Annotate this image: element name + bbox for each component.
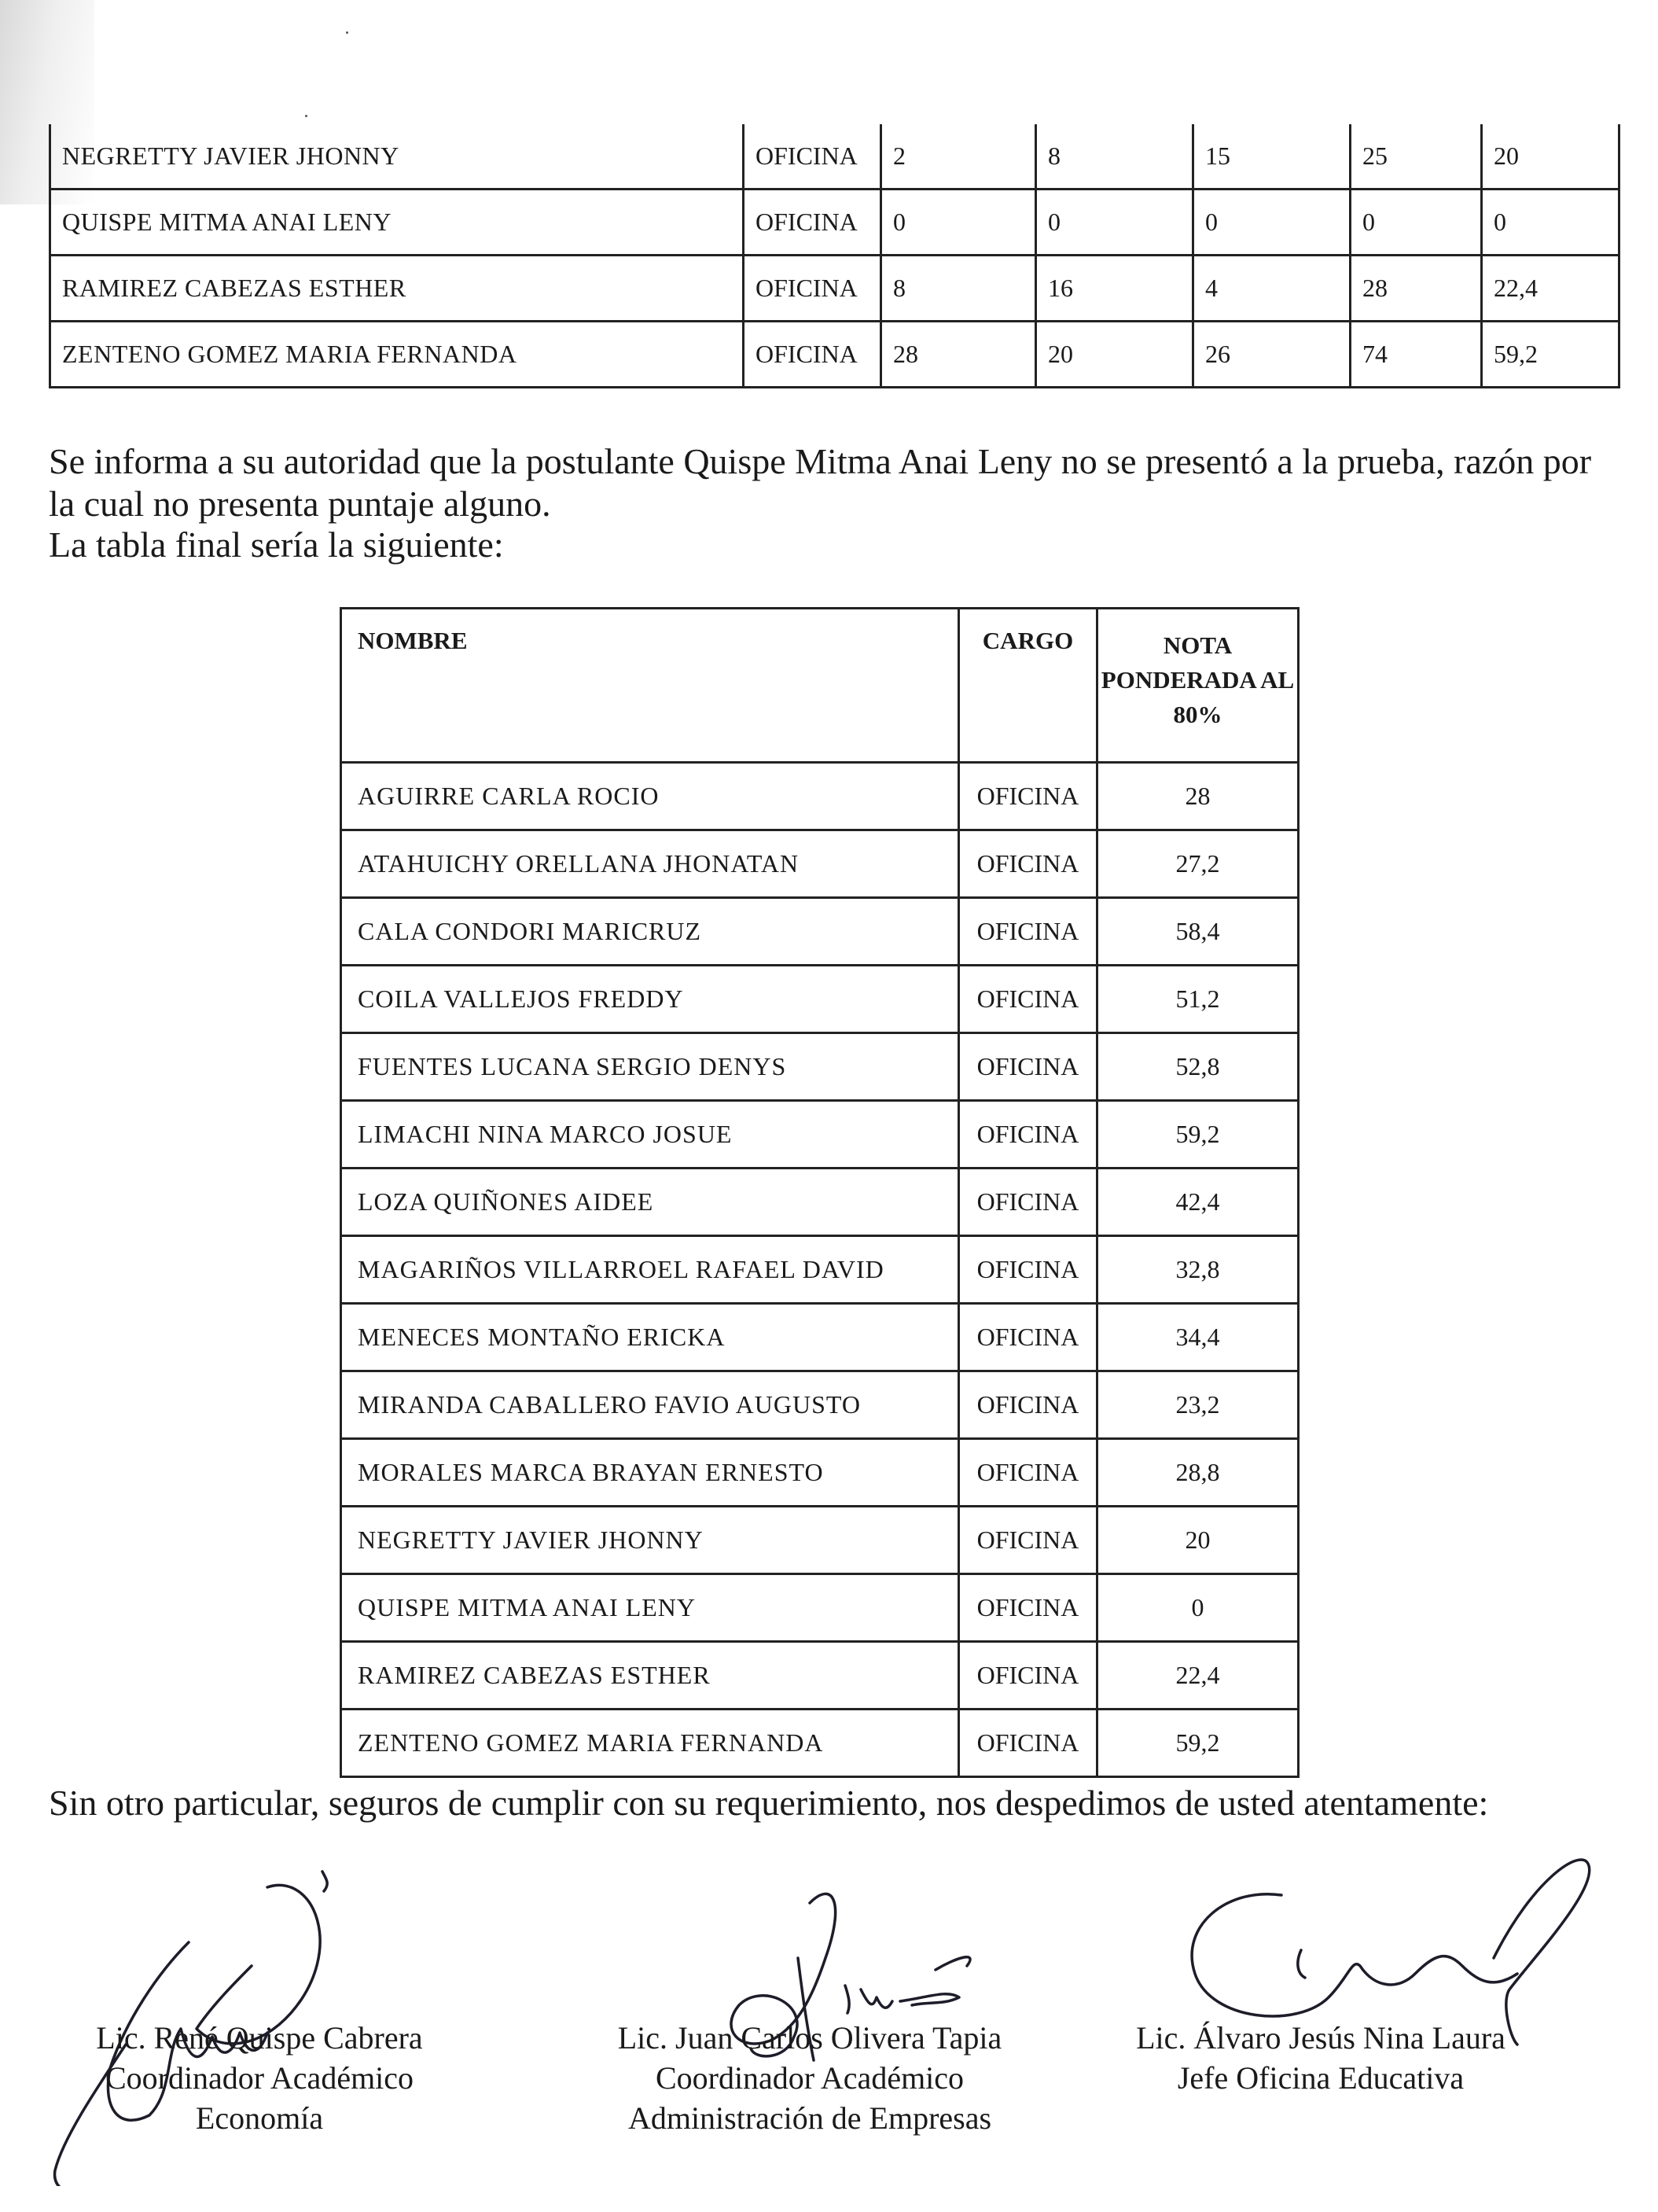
table-row bbox=[341, 1304, 1299, 1371]
weighted-score: 51,2 bbox=[1097, 966, 1299, 1033]
table-row bbox=[341, 966, 1299, 1033]
score-cell: 0 bbox=[881, 190, 1036, 256]
score-cell: 8 bbox=[1036, 124, 1193, 190]
score-cell: 25 bbox=[1351, 124, 1482, 190]
applicant-name: ZENTENO GOMEZ MARIA FERNANDA bbox=[341, 1710, 959, 1777]
applicant-name: RAMIREZ CABEZAS ESTHER bbox=[50, 256, 744, 322]
applicant-name: MORALES MARCA BRAYAN ERNESTO bbox=[341, 1439, 959, 1507]
applicant-cargo: OFICINA bbox=[959, 898, 1097, 966]
signature-block-3 bbox=[1101, 2018, 1541, 2098]
applicant-name: FUENTES LUCANA SERGIO DENYS bbox=[341, 1033, 959, 1101]
signer-3-role: Jefe Oficina Educativa bbox=[1177, 2060, 1465, 2096]
applicant-name: MAGARIÑOS VILLARROEL RAFAEL DAVID bbox=[341, 1236, 959, 1304]
score-cell: 0 bbox=[1351, 190, 1482, 256]
weighted-score: 52,8 bbox=[1097, 1033, 1299, 1101]
score-cell: 0 bbox=[1482, 190, 1619, 256]
table-row bbox=[341, 1101, 1299, 1169]
applicant-cargo: OFICINA bbox=[959, 1710, 1097, 1777]
signer-1-role: Coordinador Académico bbox=[105, 2060, 414, 2096]
table-row bbox=[341, 1574, 1299, 1642]
applicant-cargo: OFICINA bbox=[744, 190, 881, 256]
score-cell: 8 bbox=[881, 256, 1036, 322]
table-row bbox=[50, 124, 1619, 190]
signature-block-1 bbox=[86, 2018, 432, 2138]
scores-table-continuation bbox=[49, 124, 1620, 388]
applicant-name: NEGRETTY JAVIER JHONNY bbox=[50, 124, 744, 190]
signer-3-name: Lic. Álvaro Jesús Nina Laura bbox=[1136, 2020, 1505, 2056]
score-cell: 15 bbox=[1193, 124, 1351, 190]
applicant-cargo: OFICINA bbox=[959, 1507, 1097, 1574]
applicant-name: QUISPE MITMA ANAI LENY bbox=[341, 1574, 959, 1642]
weighted-score: 59,2 bbox=[1097, 1710, 1299, 1777]
weighted-score: 28,8 bbox=[1097, 1439, 1299, 1507]
absence-note: Se informa a su autoridad que la postulante Quispe Mitma Anai Leny no se presentó a la prueba, razón por la cual no presenta puntaje alguno. bbox=[49, 441, 1592, 524]
signer-2-name: Lic. Juan Carlos Olivera Tapia bbox=[617, 2020, 1002, 2056]
applicant-name: QUISPE MITMA ANAI LENY bbox=[50, 190, 744, 256]
table-row bbox=[341, 830, 1299, 898]
score-cell: 4 bbox=[1193, 256, 1351, 322]
score-cell: 16 bbox=[1036, 256, 1193, 322]
weighted-score: 22,4 bbox=[1097, 1642, 1299, 1710]
signer-1-dept: Economía bbox=[195, 2100, 324, 2136]
applicant-cargo: OFICINA bbox=[959, 763, 1097, 830]
score-cell: 20 bbox=[1036, 322, 1193, 388]
applicant-cargo: OFICINA bbox=[744, 256, 881, 322]
header-nombre: NOMBRE bbox=[341, 609, 959, 763]
applicant-name: CALA CONDORI MARICRUZ bbox=[341, 898, 959, 966]
applicant-cargo: OFICINA bbox=[959, 1371, 1097, 1439]
weighted-score: 0 bbox=[1097, 1574, 1299, 1642]
score-cell: 2 bbox=[881, 124, 1036, 190]
signer-1-name: Lic. René Quispe Cabrera bbox=[96, 2020, 423, 2056]
weighted-score: 58,4 bbox=[1097, 898, 1299, 966]
table-row bbox=[341, 1371, 1299, 1439]
applicant-name: RAMIREZ CABEZAS ESTHER bbox=[341, 1642, 959, 1710]
table-row bbox=[341, 1642, 1299, 1710]
weighted-score: 42,4 bbox=[1097, 1169, 1299, 1236]
weighted-score: 34,4 bbox=[1097, 1304, 1299, 1371]
table-row bbox=[341, 898, 1299, 966]
weighted-score: 28 bbox=[1097, 763, 1299, 830]
applicant-name: ZENTENO GOMEZ MARIA FERNANDA bbox=[50, 322, 744, 388]
signature-block-2 bbox=[566, 2018, 1053, 2138]
header-cargo: CARGO bbox=[959, 609, 1097, 763]
applicant-cargo: OFICINA bbox=[959, 830, 1097, 898]
weighted-score: 20 bbox=[1097, 1507, 1299, 1574]
table-row bbox=[341, 1710, 1299, 1777]
applicant-cargo: OFICINA bbox=[959, 1101, 1097, 1169]
applicant-name: COILA VALLEJOS FREDDY bbox=[341, 966, 959, 1033]
score-cell: 28 bbox=[1351, 256, 1482, 322]
score-cell: 22,4 bbox=[1482, 256, 1619, 322]
table-row bbox=[50, 322, 1619, 388]
score-cell: 0 bbox=[1193, 190, 1351, 256]
applicant-name: LOZA QUIÑONES AIDEE bbox=[341, 1169, 959, 1236]
table-row bbox=[50, 190, 1619, 256]
table-row bbox=[341, 1439, 1299, 1507]
weighted-score: 32,8 bbox=[1097, 1236, 1299, 1304]
applicant-name: LIMACHI NINA MARCO JOSUE bbox=[341, 1101, 959, 1169]
applicant-cargo: OFICINA bbox=[744, 322, 881, 388]
scan-speck bbox=[305, 115, 307, 117]
applicant-name: MIRANDA CABALLERO FAVIO AUGUSTO bbox=[341, 1371, 959, 1439]
final-scores-table bbox=[340, 607, 1300, 1778]
applicant-cargo: OFICINA bbox=[959, 966, 1097, 1033]
weighted-score: 59,2 bbox=[1097, 1101, 1299, 1169]
score-cell: 59,2 bbox=[1482, 322, 1619, 388]
applicant-cargo: OFICINA bbox=[959, 1236, 1097, 1304]
score-cell: 0 bbox=[1036, 190, 1193, 256]
table-row bbox=[341, 1507, 1299, 1574]
scan-speck bbox=[346, 31, 348, 34]
score-cell: 20 bbox=[1482, 124, 1619, 190]
signer-2-role: Coordinador Académico bbox=[655, 2060, 965, 2096]
score-cell: 74 bbox=[1351, 322, 1482, 388]
weighted-score: 27,2 bbox=[1097, 830, 1299, 898]
applicant-cargo: OFICINA bbox=[959, 1304, 1097, 1371]
applicant-cargo: OFICINA bbox=[959, 1033, 1097, 1101]
table-row bbox=[50, 256, 1619, 322]
applicant-name: ATAHUICHY ORELLANA JHONATAN bbox=[341, 830, 959, 898]
score-cell: 28 bbox=[881, 322, 1036, 388]
weighted-score: 23,2 bbox=[1097, 1371, 1299, 1439]
applicant-cargo: OFICINA bbox=[959, 1439, 1097, 1507]
applicant-cargo: OFICINA bbox=[959, 1169, 1097, 1236]
applicant-name: NEGRETTY JAVIER JHONNY bbox=[341, 1507, 959, 1574]
applicant-cargo: OFICINA bbox=[744, 124, 881, 190]
applicant-cargo: OFICINA bbox=[959, 1574, 1097, 1642]
applicant-cargo: OFICINA bbox=[959, 1642, 1097, 1710]
table-row bbox=[341, 1169, 1299, 1236]
final-table-intro: La tabla final sería la siguiente: bbox=[49, 524, 504, 565]
table-row bbox=[341, 1033, 1299, 1101]
score-cell: 26 bbox=[1193, 322, 1351, 388]
header-nota-ponderada: NOTA PONDERADA AL 80% bbox=[1097, 609, 1299, 763]
table-row bbox=[341, 1236, 1299, 1304]
closing-text: Sin otro particular, seguros de cumplir con su requerimiento, nos despedimos de usted atentamente: bbox=[49, 1783, 1489, 1823]
signer-2-dept: Administración de Empresas bbox=[627, 2100, 992, 2136]
applicant-name: MENECES MONTAÑO ERICKA bbox=[341, 1304, 959, 1371]
applicant-name: AGUIRRE CARLA ROCIO bbox=[341, 763, 959, 830]
table-row bbox=[341, 763, 1299, 830]
